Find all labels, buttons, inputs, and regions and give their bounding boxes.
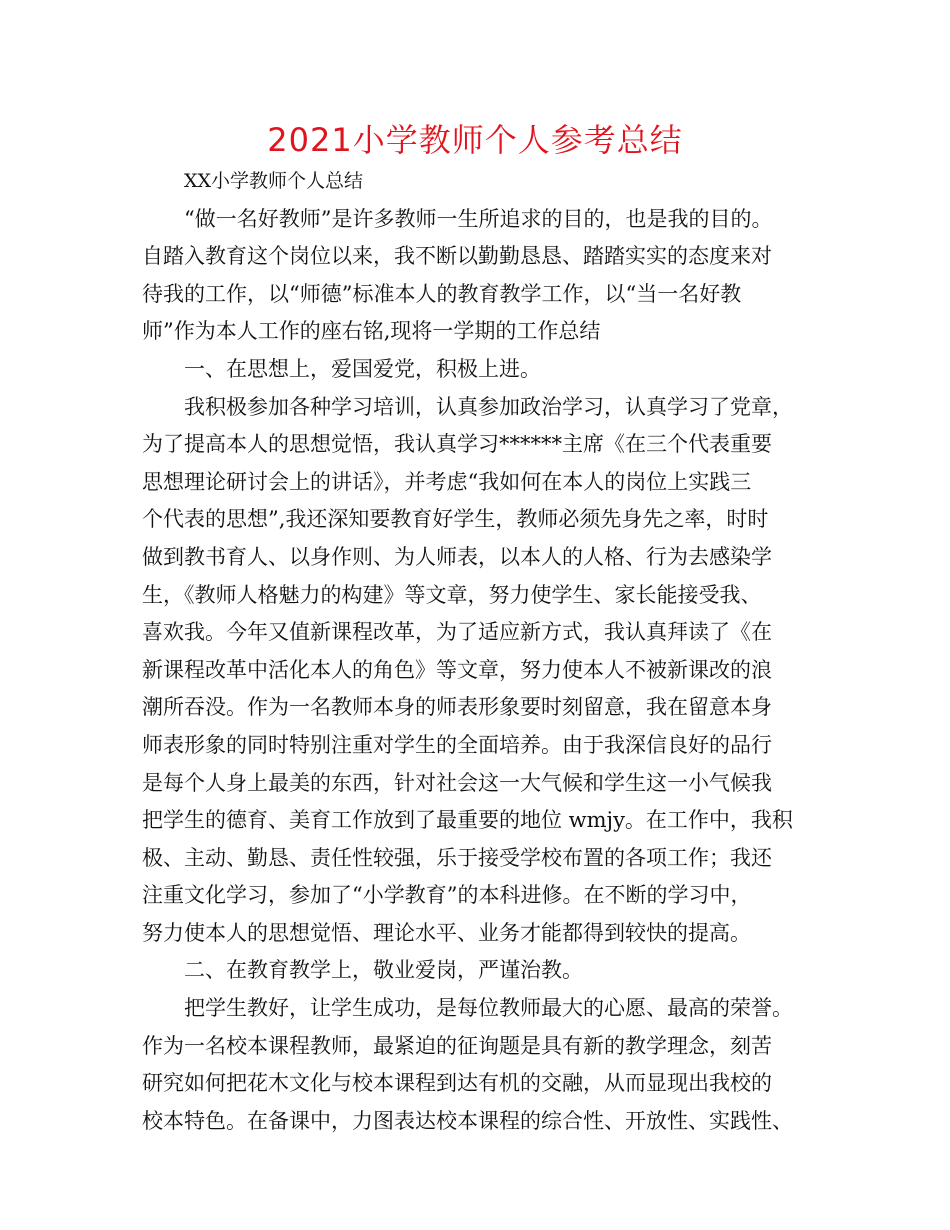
document-title: 2021小学教师个人参考总结 [267, 121, 683, 159]
paragraph-line: 师表形象的同时特别注重对学生的全面培养。由于我深信良好的品行 [142, 732, 772, 757]
paragraph-line: 注重文化学习，参加了“小学教育”的本科进修。在不断的学习中， [142, 883, 752, 908]
document-subtitle: XX小学教师个人总结 [184, 170, 364, 192]
paragraph-line: 极、主动、勤恳、责任性较强，乐于接受学校布置的各项工作；我还 [142, 845, 772, 870]
paragraph-line: 我积极参加各种学习培训，认真参加政治学习，认真学习了党章， [184, 394, 793, 419]
document-body [142, 163, 832, 1140]
paragraph-line: 把学生教好，让学生成功，是每位教师最大的心愿、最高的荣誉。 [184, 996, 793, 1021]
paragraph-line: 为了提高本人的思想觉悟，我认真学习******主席《在三个代表重要 [142, 432, 772, 457]
paragraph-line: 努力使本人的思想觉悟、理论水平、业务才能都得到较快的提高。 [142, 920, 751, 945]
paragraph-line: 新课程改革中活化本人的角色》等文章，努力使本人不被新课改的浪 [142, 657, 772, 682]
paragraph-line: 把学生的德育、美育工作放到了最重要的地位 wmjy。在工作中，我积 [142, 808, 793, 833]
paragraph-line: 校本特色。在备课中，力图表达校本课程的综合性、开放性、实践性、 [142, 1108, 793, 1133]
paragraph-line: 是每个人身上最美的东西，针对社会这一大气候和学生这一小气候我 [142, 770, 772, 795]
paragraph-line: 喜欢我。今年又值新课程改革，为了适应新方式，我认真拜读了《在 [142, 620, 772, 645]
paragraph-line: 生，《教师人格魅力的构建》等文章，努力使学生、家长能接受我、 [142, 582, 762, 607]
paragraph-line: 个代表的思想”,我还深知要教育好学生，教师必须先身先之率，时时 [142, 507, 769, 532]
paragraph-line: 师”作为本人工作的座右铭,现将一学期的工作总结 [142, 319, 601, 344]
paragraph-line: “做一名好教师”是许多教师一生所追求的目的，也是我的目的。 [184, 206, 773, 231]
paragraph-line: 作为一名校本课程教师，最紧迫的征询题是具有新的教学理念，刻苦 [142, 1033, 772, 1058]
paragraph-line: 潮所吞没。作为一名教师本身的师表形象要时刻留意，我在留意本身 [142, 695, 772, 720]
paragraph-line: 自踏入教育这个岗位以来，我不断以勤勤恳恳、踏踏实实的态度来对 [142, 244, 772, 269]
paragraph-line: 研究如何把花木文化与校本课程到达有机的交融，从而显现出我校的 [142, 1071, 772, 1096]
paragraph-line: 做到教书育人、以身作则、为人师表，以本人的人格、行为去感染学 [142, 544, 772, 569]
section-heading: 二、在教育教学上，敬业爱岗，严谨治教。 [184, 958, 583, 983]
section-heading: 一、在思想上，爱国爱党，积极上进。 [184, 356, 541, 381]
paragraph-line: 待我的工作，以“师德”标准本人的教育教学工作，以“当一名好教 [142, 281, 742, 306]
paragraph-line: 思想理论研讨会上的讲话》，并考虑“我如何在本人的岗位上实践三 [142, 469, 752, 494]
